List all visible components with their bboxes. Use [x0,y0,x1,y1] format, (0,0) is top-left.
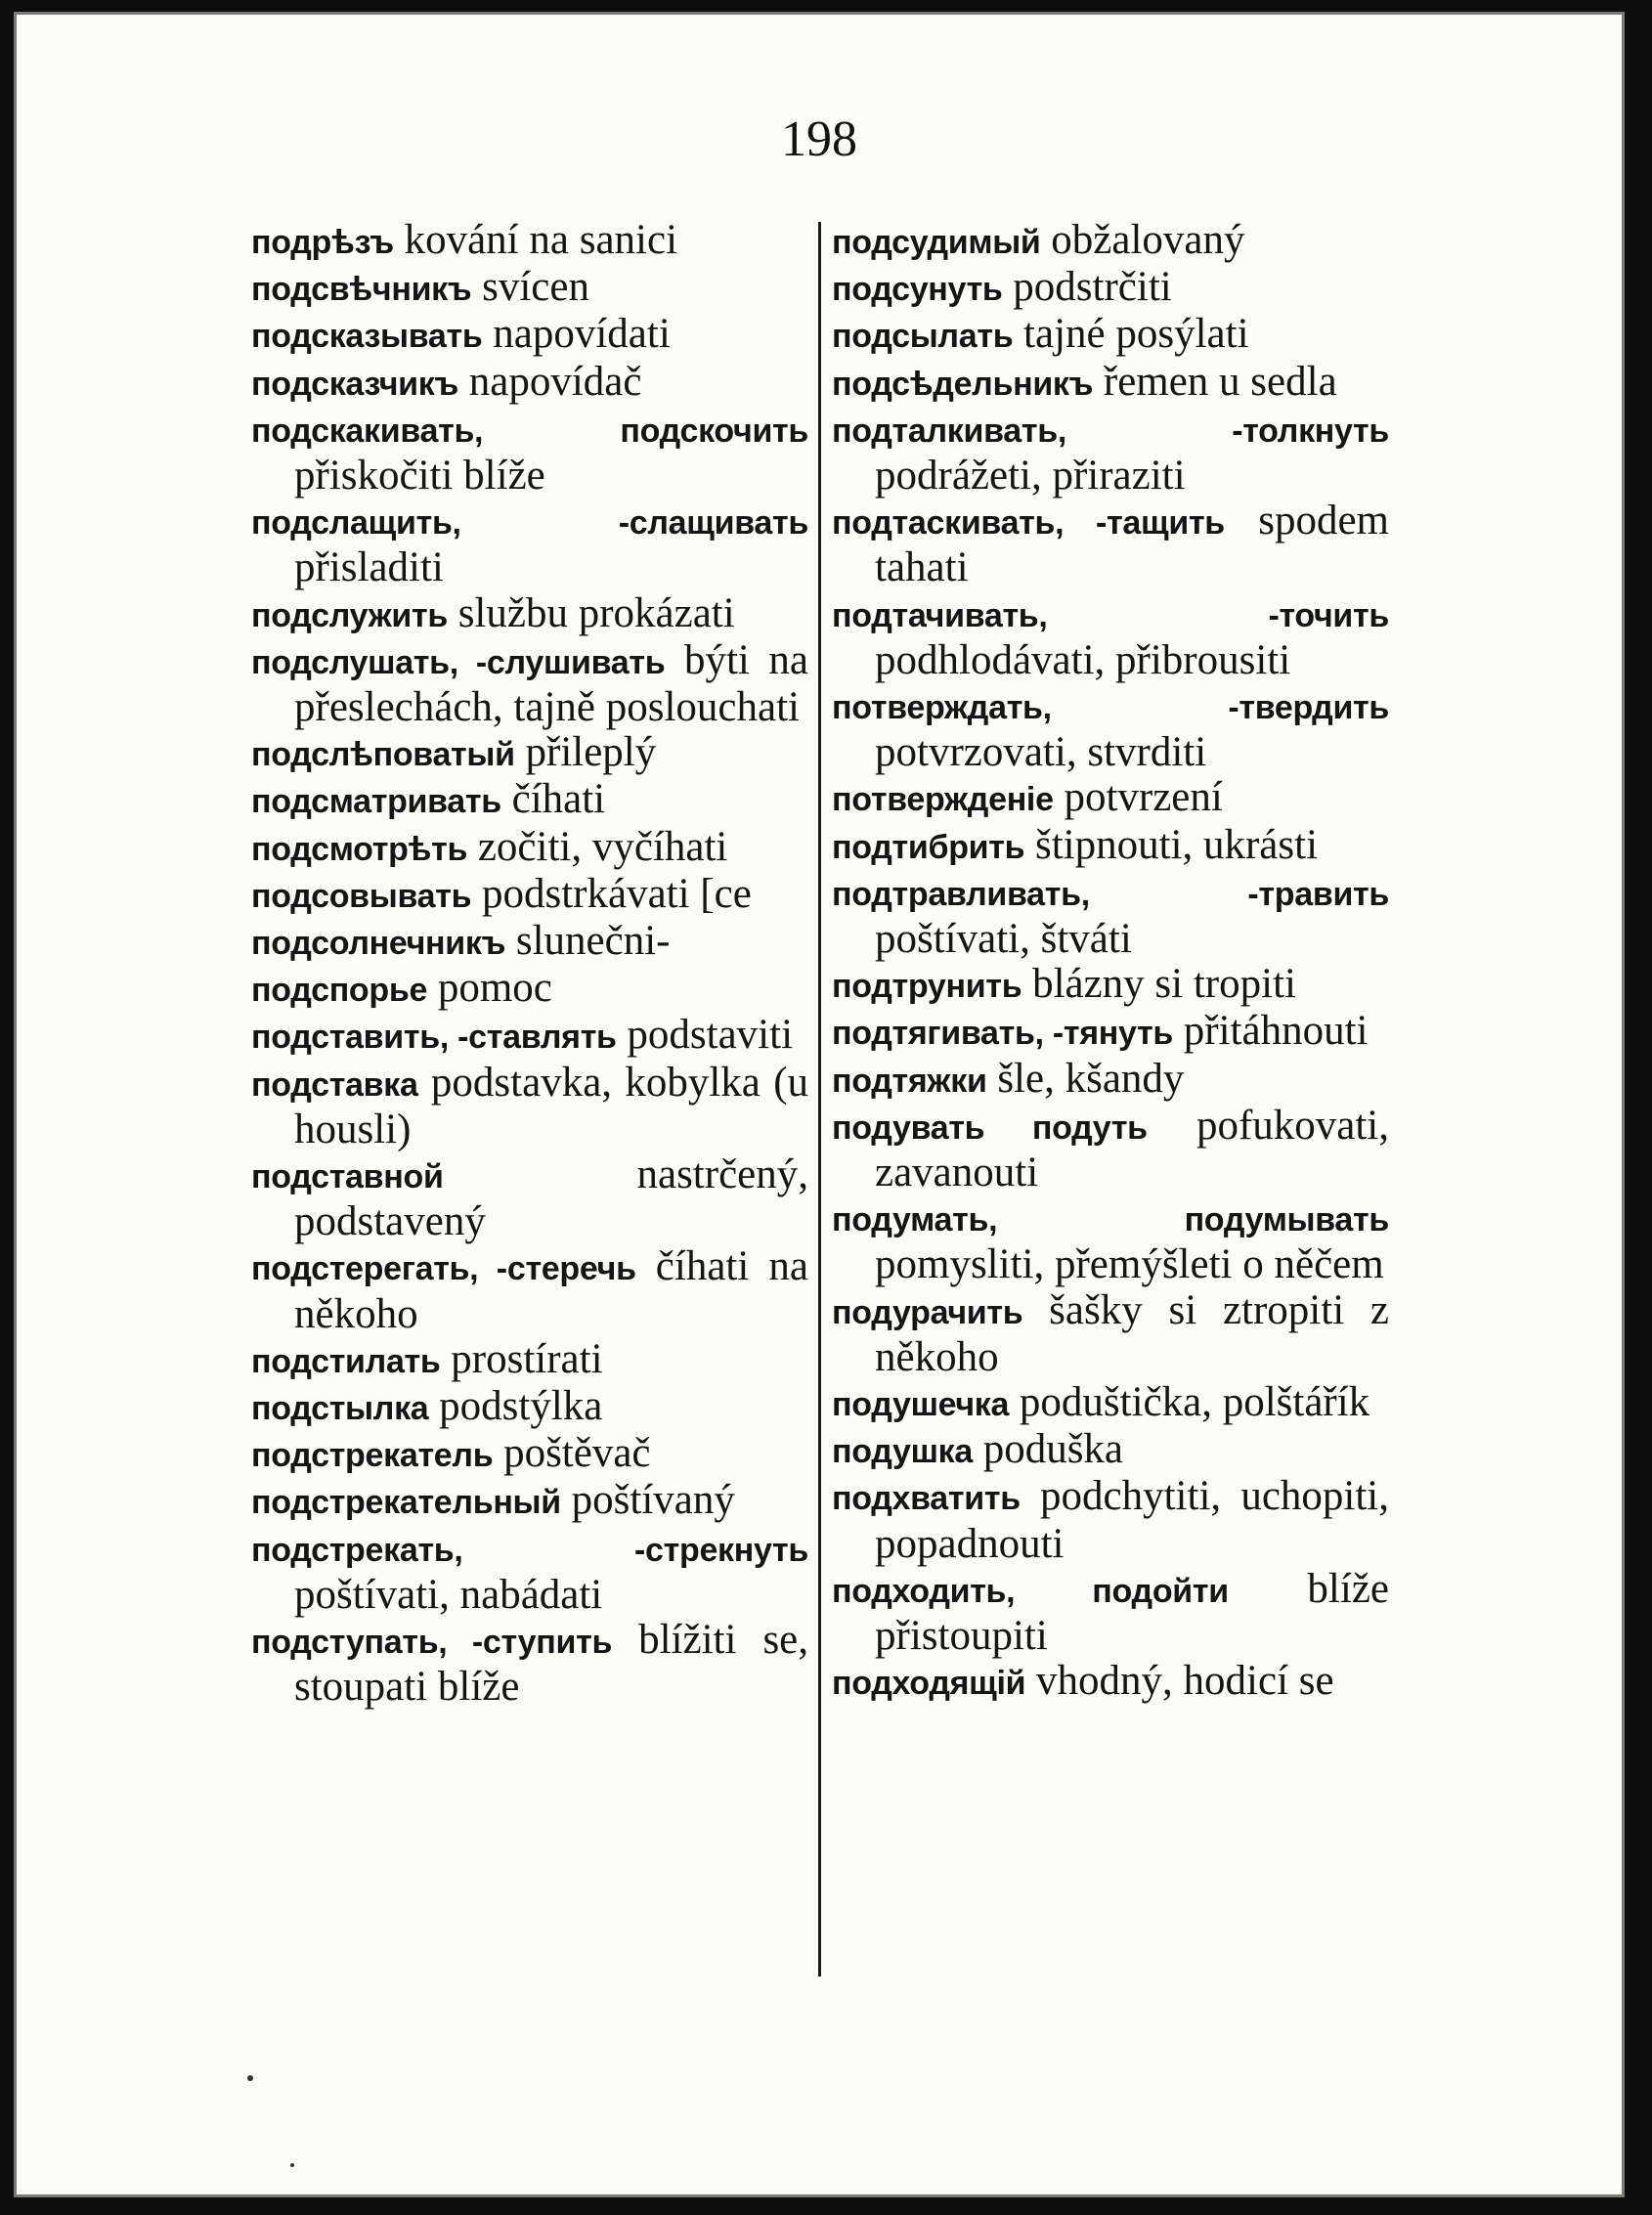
headword: подушка [832,1433,973,1471]
translation: potvrzení [1064,774,1223,821]
translation: spodem tahati [875,498,1390,591]
entry [251,730,808,777]
page-number: 198 [781,111,857,167]
headword: подсматривать [251,783,501,821]
headword: подувать подуть [832,1108,1148,1147]
translation: blázny si tropiti [1032,961,1296,1008]
headword: подставить, -ставлять [251,1019,617,1057]
translation: podstrčiti [1013,264,1172,311]
headword: подтаскивать, -тащить [832,504,1225,543]
translation: vhodný, hodicí se [1036,1658,1334,1705]
entry [251,1244,808,1336]
headword: подсолнечникъ [251,925,506,963]
entry [832,312,1389,359]
entry [832,265,1389,312]
translation: šle, kšandy [997,1055,1185,1102]
entry [251,1618,808,1710]
entry [832,591,1389,683]
entry [251,1526,808,1618]
entry [832,1057,1389,1104]
translation: potvrzovati, stvrditi [875,729,1207,776]
translation: blížiti se, stoupati blíže [294,1617,809,1711]
headword: подхватить [832,1480,1021,1518]
headword: потвержденіе [832,781,1054,819]
headword: подстрекательный [251,1484,561,1522]
entry [832,1474,1389,1566]
headword: подслушать, -слушивать [251,643,666,681]
entry [832,407,1389,499]
entry [251,919,808,966]
translation: podrážeti, přiraziti [875,453,1186,499]
dictionary-page [14,12,1625,2197]
entry [832,870,1389,962]
headword: подходить, подойти [832,1572,1229,1610]
translation: prostírati [451,1335,603,1382]
translation: obžalovaný [1051,217,1245,263]
translation: podstrkávati [ce [481,870,752,917]
entry [251,966,808,1013]
entry [832,1104,1389,1195]
translation: zočiti, vyčíhati [477,823,728,870]
entry [832,360,1389,407]
entry [251,1478,808,1525]
entry [832,775,1389,822]
entry [251,1061,808,1152]
translation: býti na přeslechách, tajně poslouchati [294,636,809,731]
left-column [251,218,808,1711]
headword: подступать, -ступить [251,1624,613,1662]
headword: подстилать [251,1342,441,1380]
headword: подсылать [832,318,1014,356]
translation: pomoc [437,965,552,1012]
headword: подсунуть [832,271,1003,309]
entry [832,218,1389,265]
translation: tajné posýlati [1023,311,1249,358]
headword: подслужить [251,596,448,634]
right-column [832,218,1389,1707]
entry [251,265,808,312]
entry [251,638,808,730]
translation: napovídač [468,358,642,405]
entry [251,1337,808,1384]
translation: podhlodávati, přibrousiti [875,636,1291,683]
print-speck [290,2163,294,2167]
headword: подстрекать, -стрекнуть [251,1531,808,1569]
headword: подспорье [251,972,428,1010]
translation: přisladiti [294,544,444,591]
entry [832,499,1389,590]
translation: blíže přistoupiti [875,1565,1389,1660]
translation: přitáhnouti [1183,1008,1369,1055]
entry [251,407,808,499]
entry [251,218,808,265]
entry [832,823,1389,870]
translation: číhati na někoho [294,1243,808,1337]
entry [251,1431,808,1478]
translation: službu prokázati [457,589,735,636]
entry [832,683,1389,775]
translation: řemen u sedla [1103,358,1337,405]
entry [251,872,808,919]
translation: kování na sanici [404,217,678,263]
headword: подсказчикъ [251,365,458,403]
entry [832,1659,1389,1706]
entry [251,591,808,638]
entry [251,499,808,590]
translation: číhati [511,776,606,823]
headword: подслащить, -слащивать [251,504,808,543]
translation: poštívaný [571,1477,735,1524]
entry [251,312,808,359]
headword: подталкивать, -толкнуть [832,412,1389,450]
translation: štipnouti, ukrásti [1034,821,1319,868]
headword: подтравливать, -травить [832,875,1389,913]
headword: подрѣзъ [251,224,394,261]
headword: подтягивать, -тянуть [832,1015,1174,1053]
translation: přiskočiti blíže [294,453,545,499]
headword: подсказывать [251,318,483,356]
translation: svícen [482,264,589,311]
entry [832,1380,1389,1427]
translation: podstavka, kobylka (u housli) [294,1059,809,1152]
translation: šašky si ztropiti z někoho [875,1286,1390,1380]
translation: napovídati [493,311,671,358]
translation: poduška [982,1426,1124,1473]
headword: подсудимый [832,224,1041,261]
translation: poštěvač [503,1430,651,1477]
translation: pofukovati, zavanouti [875,1102,1390,1196]
entry [832,962,1389,1009]
headword: подстрекатель [251,1437,494,1475]
translation: slunečni- [515,918,671,965]
column-divider [818,222,821,1976]
entry [832,1427,1389,1474]
entry [251,360,808,407]
entry [832,1288,1389,1380]
headword: подтачивать, -точить [832,596,1389,634]
headword: потверждать, -твердить [832,689,1389,727]
headword: подслѣповатый [251,736,515,774]
entry [251,777,808,824]
headword: подтяжки [832,1062,987,1100]
translation: pomysliti, přemýšleti o něčem [875,1241,1384,1288]
headword: подставной [251,1158,444,1196]
headword: подумать, подумывать [832,1201,1389,1239]
entry [832,1195,1389,1287]
headword: подушечка [832,1386,1010,1424]
translation: přileplý [525,729,657,776]
print-speck [247,2075,253,2081]
entry [251,1384,808,1431]
headword: подсѣдельникъ [832,365,1094,403]
headword: подсовывать [251,877,472,915]
headword: подставка [251,1065,418,1104]
headword: подскакивать, подскочить [251,412,808,450]
translation: poštívati, štváti [875,916,1132,963]
translation: nastrčený, podstavený [294,1151,808,1245]
translation: poštívati, nabádati [294,1571,603,1618]
translation: podstýlka [439,1383,603,1430]
headword: подстерегать, -стеречь [251,1250,636,1288]
headword: подтрунить [832,968,1022,1006]
entry [832,1567,1389,1659]
headword: подурачить [832,1293,1023,1331]
translation: podstaviti [627,1012,794,1059]
headword: подтибрить [832,828,1025,866]
entry [251,1152,808,1244]
headword: подсвѣчникъ [251,271,472,309]
translation: podchytiti, uchopiti, popadnouti [875,1473,1389,1567]
entry [251,825,808,872]
headword: подсмотрѣть [251,830,468,868]
entry [251,1013,808,1060]
translation: poduštička, polštářík [1019,1379,1370,1426]
entry [832,1009,1389,1056]
headword: подстылка [251,1390,429,1428]
headword: подходящій [832,1665,1026,1703]
